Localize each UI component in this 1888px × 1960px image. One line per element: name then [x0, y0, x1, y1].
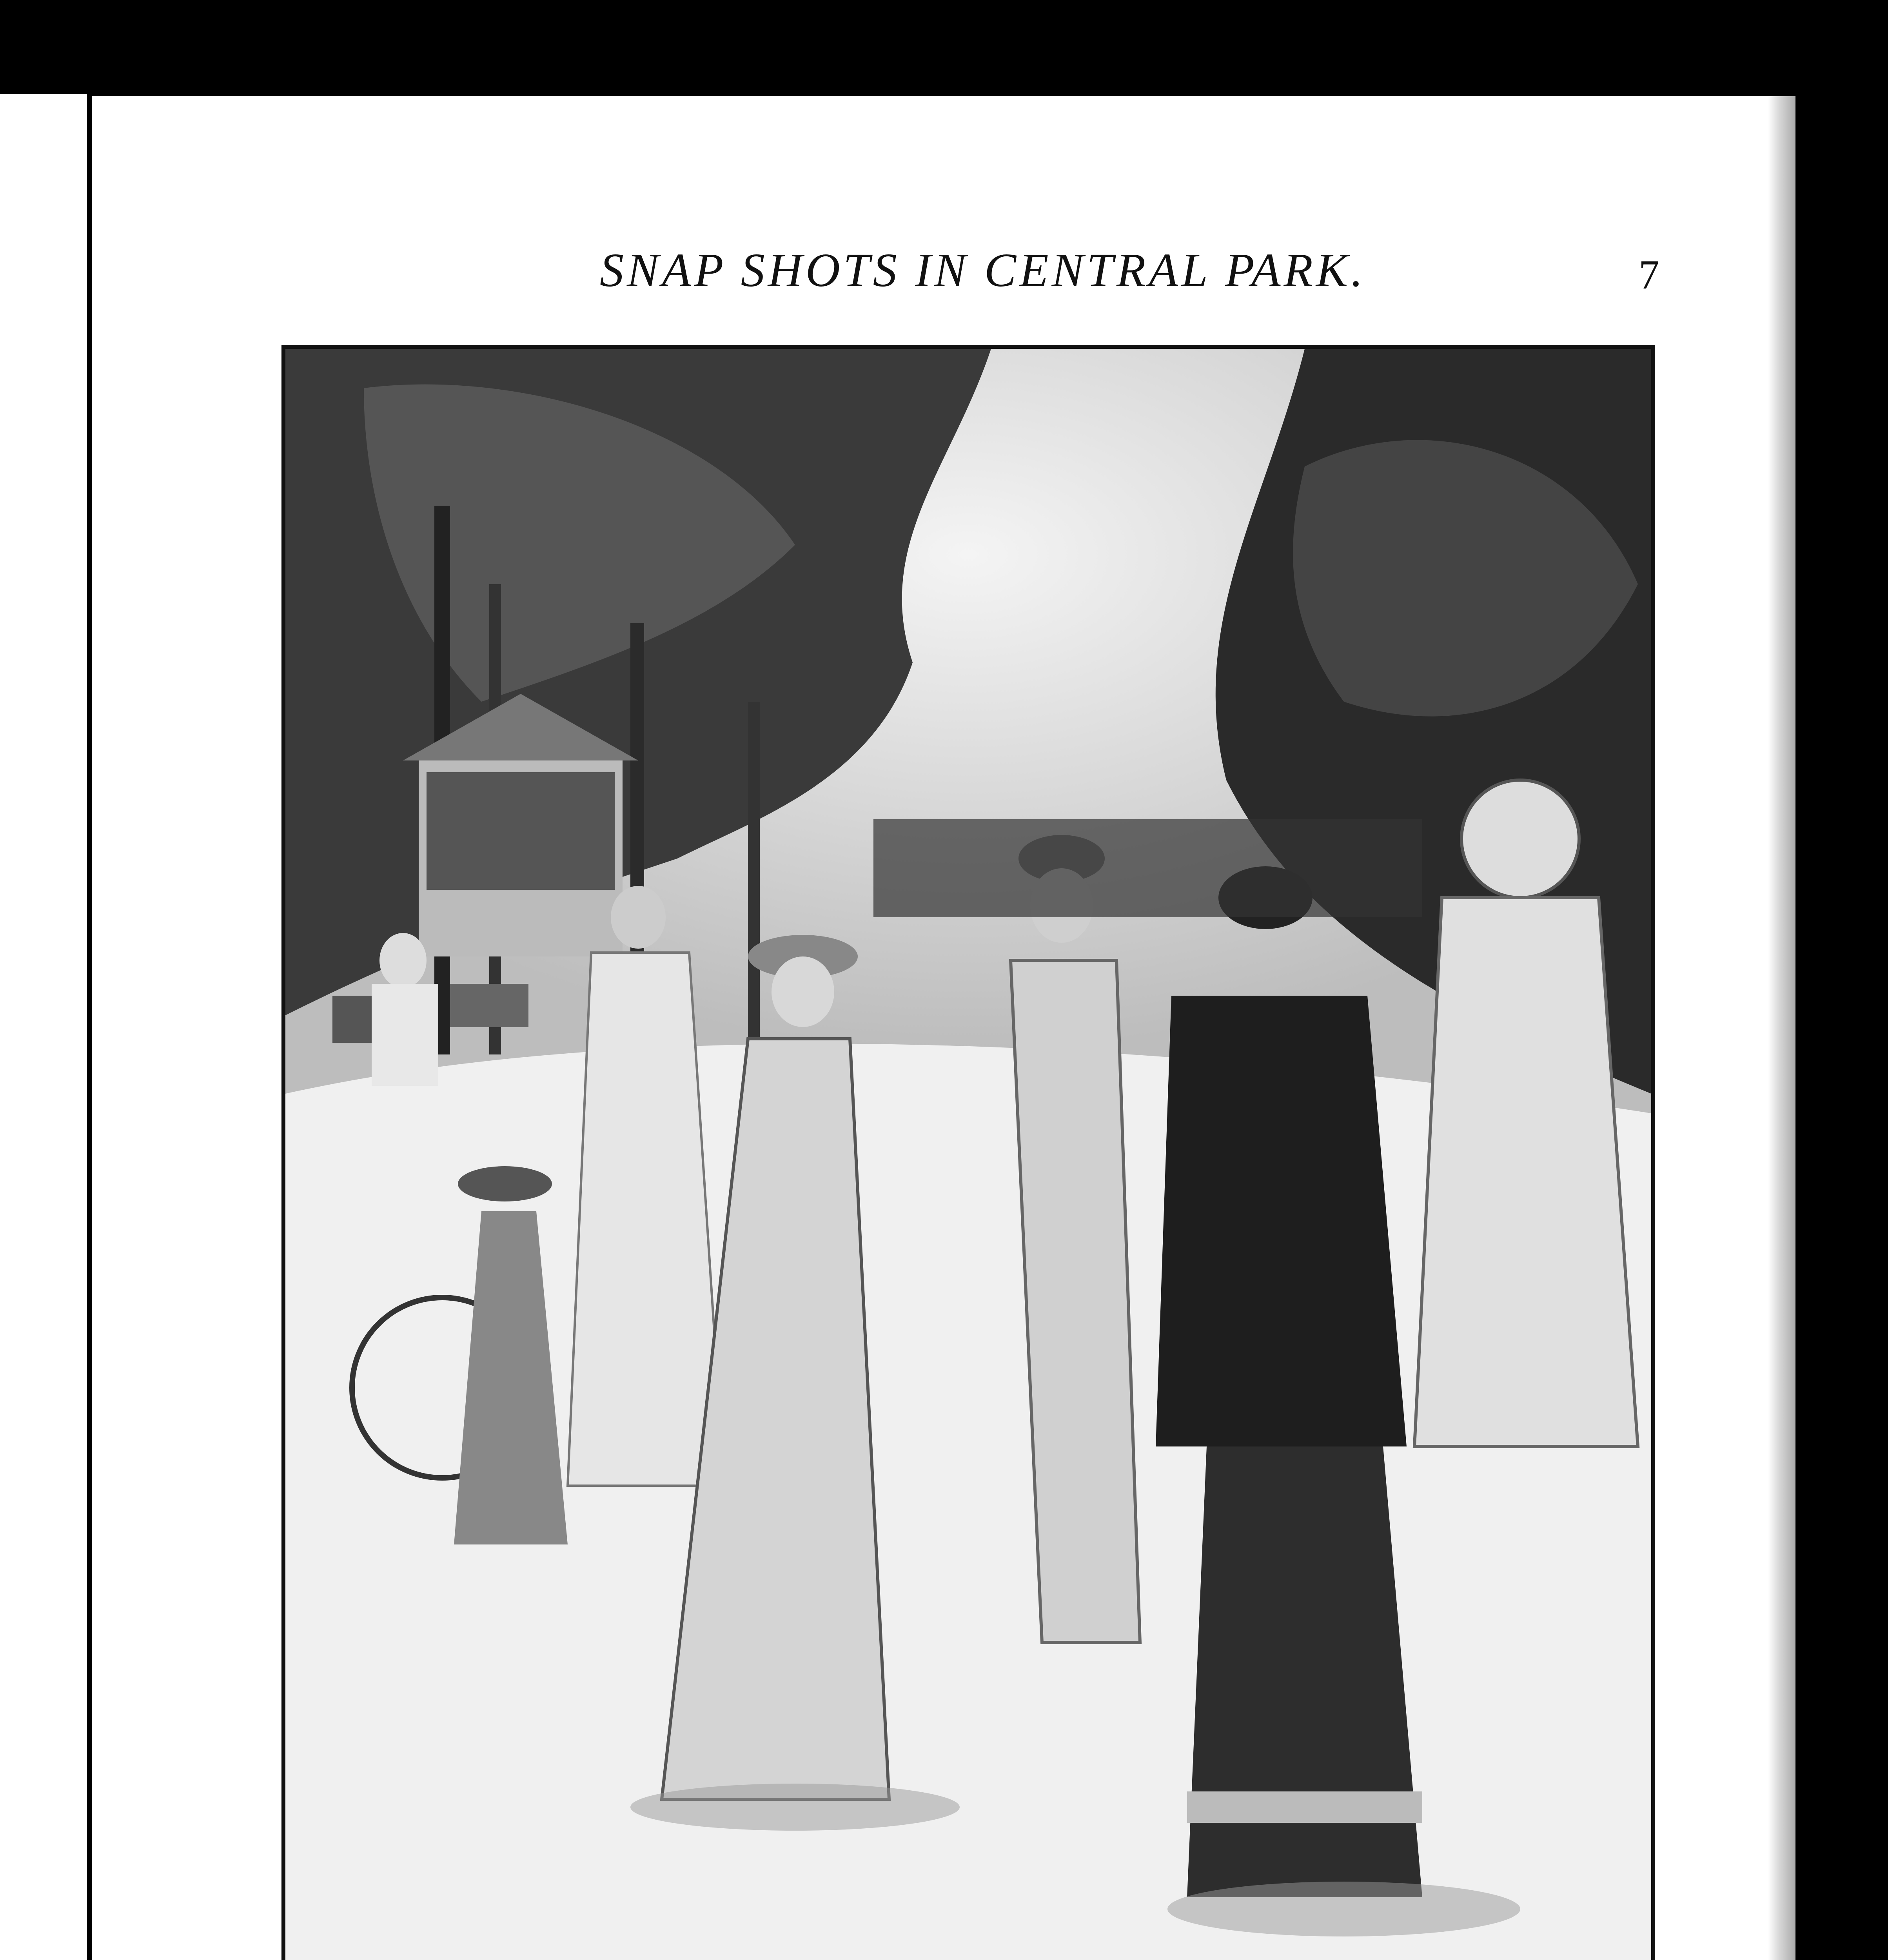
- running-head: SNAP SHOTS IN CENTRAL PARK.: [600, 244, 1366, 297]
- facing-page-edge: [0, 94, 87, 1960]
- illustration-plate: [281, 345, 1655, 1960]
- page-edge-shadow: [1768, 96, 1795, 1960]
- mall-gathering-illustration: [285, 349, 1651, 1960]
- page-number: 7: [1639, 252, 1659, 298]
